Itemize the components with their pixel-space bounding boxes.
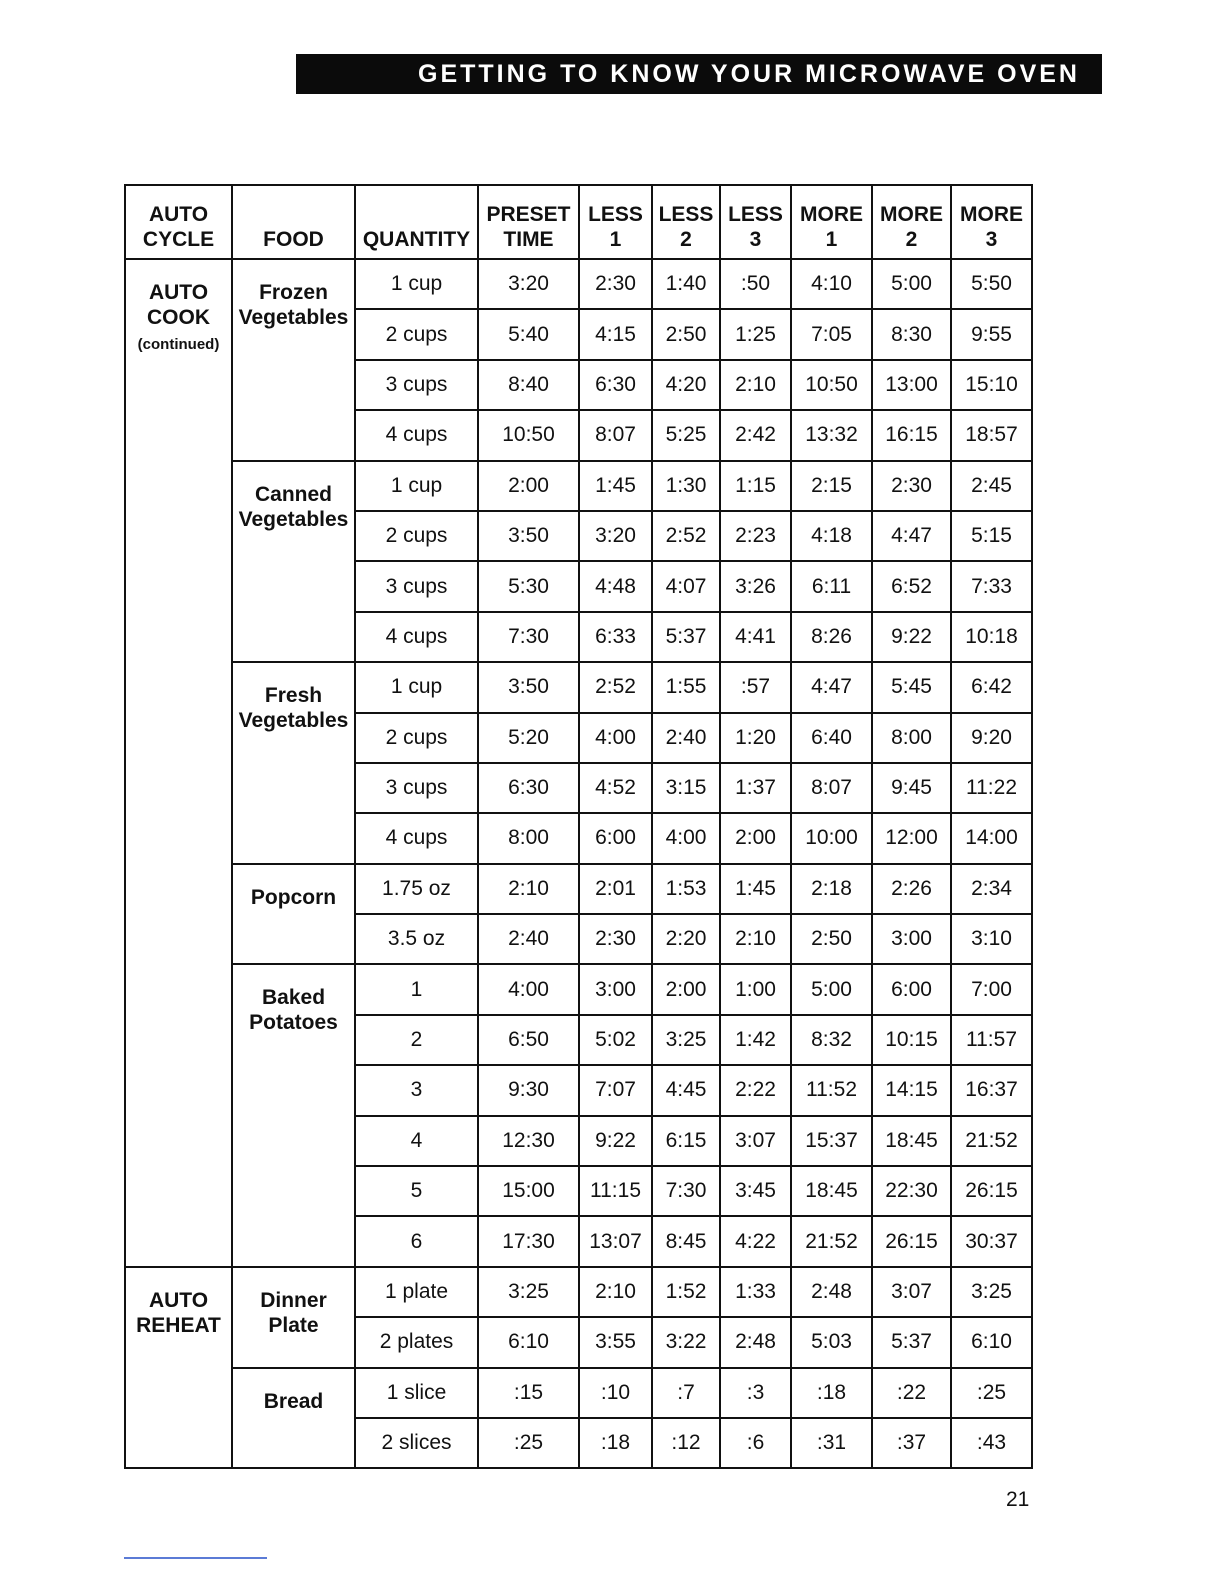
quantity-cell: 1 cup (355, 662, 478, 712)
time-cell: 2:52 (579, 662, 652, 712)
column-header-line: MORE (960, 203, 1023, 226)
column-header (355, 185, 478, 259)
quantity-cell: 3 (355, 1065, 478, 1115)
column-header-line: PRESET (486, 203, 571, 226)
time-cell: :43 (951, 1418, 1032, 1468)
time-cell: 26:15 (872, 1216, 951, 1266)
time-cell: :37 (872, 1418, 951, 1468)
time-cell: 11:52 (791, 1065, 872, 1115)
time-cell: 2:30 (579, 914, 652, 964)
time-cell: 1:55 (652, 662, 720, 712)
time-cell: 1:42 (720, 1015, 791, 1065)
time-cell: 18:45 (872, 1116, 951, 1166)
time-cell: 10:18 (951, 612, 1032, 662)
column-header-line: TIME (503, 228, 554, 251)
food-name: Frozen (259, 281, 328, 304)
time-cell: :18 (791, 1368, 872, 1418)
column-header-line: FOOD (263, 228, 324, 251)
table-row (125, 1368, 1032, 1418)
time-cell: 6:52 (872, 561, 951, 611)
food-name: Fresh (264, 684, 323, 708)
time-cell: 7:33 (951, 561, 1032, 611)
time-cell: 8:30 (872, 309, 951, 359)
time-cell: 13:00 (872, 360, 951, 410)
column-header-line: 1 (609, 228, 622, 251)
time-cell: 7:07 (579, 1065, 652, 1115)
column-header-line: CYCLE (142, 228, 215, 251)
time-cell: 15:10 (951, 360, 1032, 410)
food-cell (232, 259, 355, 461)
time-cell: 5:25 (652, 410, 720, 460)
time-cell: 7:30 (478, 612, 579, 662)
food-cell (232, 864, 355, 965)
time-cell: 5:37 (872, 1317, 951, 1367)
time-cell: 3:07 (872, 1267, 951, 1317)
time-cell: 2:01 (579, 864, 652, 914)
quantity-cell: 3 cups (355, 763, 478, 813)
time-cell: 21:52 (951, 1116, 1032, 1166)
quantity-cell: 1 cup (355, 259, 478, 309)
time-cell: 2:30 (872, 461, 951, 511)
quantity-cell: 4 cups (355, 410, 478, 460)
time-cell: 2:10 (720, 360, 791, 410)
section-banner (296, 54, 1102, 94)
time-cell: 2:30 (579, 259, 652, 309)
time-cell: 2:18 (791, 864, 872, 914)
time-cell: 4:15 (579, 309, 652, 359)
time-cell: :22 (872, 1368, 951, 1418)
time-cell: 21:52 (791, 1216, 872, 1266)
column-header (720, 185, 791, 259)
food-cell (232, 1368, 355, 1469)
time-cell: 2:50 (652, 309, 720, 359)
time-cell: 4:47 (872, 511, 951, 561)
quantity-cell: 2 (355, 1015, 478, 1065)
quantity-cell: 4 cups (355, 612, 478, 662)
time-cell: 10:00 (791, 813, 872, 863)
time-cell: 5:00 (872, 259, 951, 309)
time-cell: 7:05 (791, 309, 872, 359)
time-cell: 6:30 (478, 763, 579, 813)
time-cell: 5:37 (652, 612, 720, 662)
time-cell: 5:50 (951, 259, 1032, 309)
quantity-cell: 4 cups (355, 813, 478, 863)
time-cell: :15 (478, 1368, 579, 1418)
time-cell: :12 (652, 1418, 720, 1468)
food-name: Canned (254, 482, 332, 506)
table-row (125, 461, 1032, 511)
time-cell: 11:15 (579, 1166, 652, 1216)
quantity-cell: 1.75 oz (355, 864, 478, 914)
time-cell: 9:22 (872, 612, 951, 662)
time-cell: 1:45 (579, 461, 652, 511)
time-cell: :3 (720, 1368, 791, 1418)
time-cell: :50 (720, 259, 791, 309)
column-header-line: 2 (680, 228, 692, 251)
time-cell: 2:00 (478, 461, 579, 511)
time-cell: 2:42 (720, 410, 791, 460)
time-cell: 6:50 (478, 1015, 579, 1065)
time-cell: 2:40 (478, 914, 579, 964)
time-cell: :10 (579, 1368, 652, 1418)
food-name: Popcorn (250, 885, 337, 909)
table-header-row (125, 185, 1032, 259)
time-cell: 2:52 (652, 511, 720, 561)
time-cell: 2:15 (791, 461, 872, 511)
time-cell: 4:00 (652, 813, 720, 863)
time-cell: 4:00 (478, 964, 579, 1014)
food-cell (232, 1267, 355, 1368)
time-cell: 8:07 (579, 410, 652, 460)
time-cell: 7:00 (951, 964, 1032, 1014)
column-header-line: 3 (749, 228, 762, 251)
quantity-cell: 6 (355, 1216, 478, 1266)
time-cell: 18:45 (791, 1166, 872, 1216)
time-cell: :7 (652, 1368, 720, 1418)
time-cell: :57 (720, 662, 791, 712)
table-body (125, 259, 1032, 1468)
time-cell: 1:45 (720, 864, 791, 914)
time-cell: 3:25 (951, 1267, 1032, 1317)
column-header-line: 3 (985, 228, 998, 251)
quantity-cell: 3.5 oz (355, 914, 478, 964)
table-row (125, 864, 1032, 914)
quantity-cell: 5 (355, 1166, 478, 1216)
page-number: 21 (1006, 1488, 1030, 1511)
time-cell: 10:50 (791, 360, 872, 410)
quantity-cell: 1 plate (355, 1267, 478, 1317)
time-cell: :31 (791, 1418, 872, 1468)
food-name: Potatoes (249, 1011, 338, 1035)
time-cell: 1:15 (720, 461, 791, 511)
column-header (791, 185, 872, 259)
time-cell: 3:22 (652, 1317, 720, 1367)
time-cell: 3:10 (951, 914, 1032, 964)
time-cell: 11:57 (951, 1015, 1032, 1065)
quantity-cell: 1 (355, 964, 478, 1014)
time-cell: 4:52 (579, 763, 652, 813)
time-cell: 15:37 (791, 1116, 872, 1166)
column-header (951, 185, 1032, 259)
time-cell: 1:30 (652, 461, 720, 511)
time-cell: 10:50 (478, 410, 579, 460)
column-header-line: 2 (905, 228, 918, 251)
time-cell: 13:32 (791, 410, 872, 460)
food-name: Vegetables (238, 709, 349, 733)
time-cell: 2:34 (951, 864, 1032, 914)
time-cell: 8:07 (791, 763, 872, 813)
table-row (125, 964, 1032, 1014)
time-cell: :6 (720, 1418, 791, 1468)
time-cell: 6:11 (791, 561, 872, 611)
time-cell: 2:40 (652, 713, 720, 763)
quantity-cell: 2 cups (355, 309, 478, 359)
column-header-line: LESS (728, 203, 783, 226)
time-cell: 6:40 (791, 713, 872, 763)
time-cell: 3:26 (720, 561, 791, 611)
time-cell: 1:53 (652, 864, 720, 914)
time-cell: 14:00 (951, 813, 1032, 863)
time-cell: 2:00 (720, 813, 791, 863)
time-cell: 3:15 (652, 763, 720, 813)
time-cell: 6:00 (872, 964, 951, 1014)
time-cell: :25 (951, 1368, 1032, 1418)
food-name: Dinner (260, 1288, 327, 1312)
time-cell: 4:10 (791, 259, 872, 309)
time-cell: 1:33 (720, 1267, 791, 1317)
time-cell: 1:20 (720, 713, 791, 763)
time-cell: 11:22 (951, 763, 1032, 813)
time-cell: 8:32 (791, 1015, 872, 1065)
column-header-line: AUTO (148, 203, 209, 226)
time-cell: 30:37 (951, 1216, 1032, 1266)
food-name: Vegetables (238, 306, 349, 329)
time-cell: 2:23 (720, 511, 791, 561)
time-cell: 4:00 (579, 713, 652, 763)
time-cell: 3:25 (478, 1267, 579, 1317)
time-cell: 1:52 (652, 1267, 720, 1317)
quantity-cell: 1 slice (355, 1368, 478, 1418)
time-cell: 10:15 (872, 1015, 951, 1065)
time-cell: 2:22 (720, 1065, 791, 1115)
time-cell: 3:50 (478, 662, 579, 712)
food-name: Baked (261, 986, 326, 1010)
time-cell: 3:50 (478, 511, 579, 561)
time-cell: 5:45 (872, 662, 951, 712)
cooking-times-table (124, 184, 1033, 1469)
quantity-cell: 2 slices (355, 1418, 478, 1468)
time-cell: 9:45 (872, 763, 951, 813)
auto-cycle-name: REHEAT (136, 1313, 221, 1337)
time-cell: 17:30 (478, 1216, 579, 1266)
section-title: GETTING TO KNOW YOUR MICROWAVE OVEN (418, 59, 1080, 88)
time-cell: 4:45 (652, 1065, 720, 1115)
time-cell: 2:10 (720, 914, 791, 964)
time-cell: 8:26 (791, 612, 872, 662)
column-header (125, 185, 232, 259)
time-cell: 3:25 (652, 1015, 720, 1065)
quantity-cell: 3 cups (355, 360, 478, 410)
time-cell: 4:18 (791, 511, 872, 561)
table-row (125, 662, 1032, 712)
quantity-cell: 2 cups (355, 511, 478, 561)
column-header (872, 185, 951, 259)
time-cell: 2:26 (872, 864, 951, 914)
time-cell: 6:42 (951, 662, 1032, 712)
time-cell: 1:00 (720, 964, 791, 1014)
column-header-line: 1 (825, 228, 838, 251)
column-header (478, 185, 579, 259)
time-cell: 9:55 (951, 309, 1032, 359)
time-cell: 4:47 (791, 662, 872, 712)
time-cell: 8:00 (872, 713, 951, 763)
time-cell: 8:45 (652, 1216, 720, 1266)
auto-cycle-name: AUTO (148, 281, 209, 304)
quantity-cell: 3 cups (355, 561, 478, 611)
time-cell: 12:30 (478, 1116, 579, 1166)
time-cell: 5:03 (791, 1317, 872, 1367)
time-cell: 2:48 (791, 1267, 872, 1317)
column-header-line: MORE (800, 203, 863, 226)
time-cell: 13:07 (579, 1216, 652, 1266)
time-cell: 2:20 (652, 914, 720, 964)
time-cell: 2:50 (791, 914, 872, 964)
auto-cycle-cell (125, 1267, 232, 1469)
time-cell: 5:40 (478, 309, 579, 359)
food-cell (232, 964, 355, 1266)
time-cell: 3:00 (872, 914, 951, 964)
time-cell: 16:37 (951, 1065, 1032, 1115)
table-row (125, 1267, 1032, 1317)
time-cell: 3:00 (579, 964, 652, 1014)
divider (124, 1557, 267, 1559)
time-cell: 3:20 (478, 259, 579, 309)
time-cell: 18:57 (951, 410, 1032, 460)
time-cell: 6:00 (579, 813, 652, 863)
time-cell: 9:20 (951, 713, 1032, 763)
time-cell: :18 (579, 1418, 652, 1468)
food-name: Plate (268, 1313, 319, 1337)
time-cell: 7:30 (652, 1166, 720, 1216)
time-cell: 5:00 (791, 964, 872, 1014)
time-cell: 8:40 (478, 360, 579, 410)
time-cell: 16:15 (872, 410, 951, 460)
quantity-cell: 2 cups (355, 713, 478, 763)
time-cell: 3:55 (579, 1317, 652, 1367)
time-cell: 3:20 (579, 511, 652, 561)
time-cell: 8:00 (478, 813, 579, 863)
food-cell (232, 461, 355, 663)
time-cell: 2:48 (720, 1317, 791, 1367)
time-cell: 6:15 (652, 1116, 720, 1166)
time-cell: 14:15 (872, 1065, 951, 1115)
food-cell (232, 662, 355, 864)
time-cell: 5:20 (478, 713, 579, 763)
table-row (125, 259, 1032, 309)
time-cell: 2:10 (478, 864, 579, 914)
auto-cycle-note: (continued) (137, 336, 220, 353)
time-cell: 2:45 (951, 461, 1032, 511)
column-header (232, 185, 355, 259)
time-cell: 15:00 (478, 1166, 579, 1216)
time-cell: 5:30 (478, 561, 579, 611)
column-header-line: LESS (588, 203, 643, 226)
auto-cycle-cell (125, 259, 232, 1267)
time-cell: 2:10 (579, 1267, 652, 1317)
column-header-line: QUANTITY (362, 228, 471, 251)
time-cell: 9:22 (579, 1116, 652, 1166)
quantity-cell: 2 plates (355, 1317, 478, 1367)
time-cell: 6:10 (478, 1317, 579, 1367)
time-cell: 6:33 (579, 612, 652, 662)
column-header (652, 185, 720, 259)
time-cell: 6:10 (951, 1317, 1032, 1367)
time-cell: 4:41 (720, 612, 791, 662)
time-cell: 5:15 (951, 511, 1032, 561)
auto-cycle-name: COOK (147, 306, 210, 329)
time-cell: 6:30 (579, 360, 652, 410)
quantity-cell: 1 cup (355, 461, 478, 511)
time-cell: 3:07 (720, 1116, 791, 1166)
time-cell: :25 (478, 1418, 579, 1468)
time-cell: 2:00 (652, 964, 720, 1014)
food-name: Bread (263, 1389, 324, 1413)
quantity-cell: 4 (355, 1116, 478, 1166)
auto-cycle-name: AUTO (148, 1288, 209, 1312)
time-cell: 4:48 (579, 561, 652, 611)
time-cell: 3:45 (720, 1166, 791, 1216)
time-cell: 4:20 (652, 360, 720, 410)
food-name: Vegetables (238, 507, 349, 531)
time-cell: 9:30 (478, 1065, 579, 1115)
time-cell: 26:15 (951, 1166, 1032, 1216)
column-header (579, 185, 652, 259)
time-cell: 1:40 (652, 259, 720, 309)
time-cell: 4:07 (652, 561, 720, 611)
column-header-line: MORE (880, 203, 943, 226)
time-cell: 4:22 (720, 1216, 791, 1266)
time-cell: 22:30 (872, 1166, 951, 1216)
time-cell: 5:02 (579, 1015, 652, 1065)
time-cell: 1:25 (720, 309, 791, 359)
column-header-line: LESS (658, 203, 714, 226)
time-cell: 12:00 (872, 813, 951, 863)
time-cell: 1:37 (720, 763, 791, 813)
